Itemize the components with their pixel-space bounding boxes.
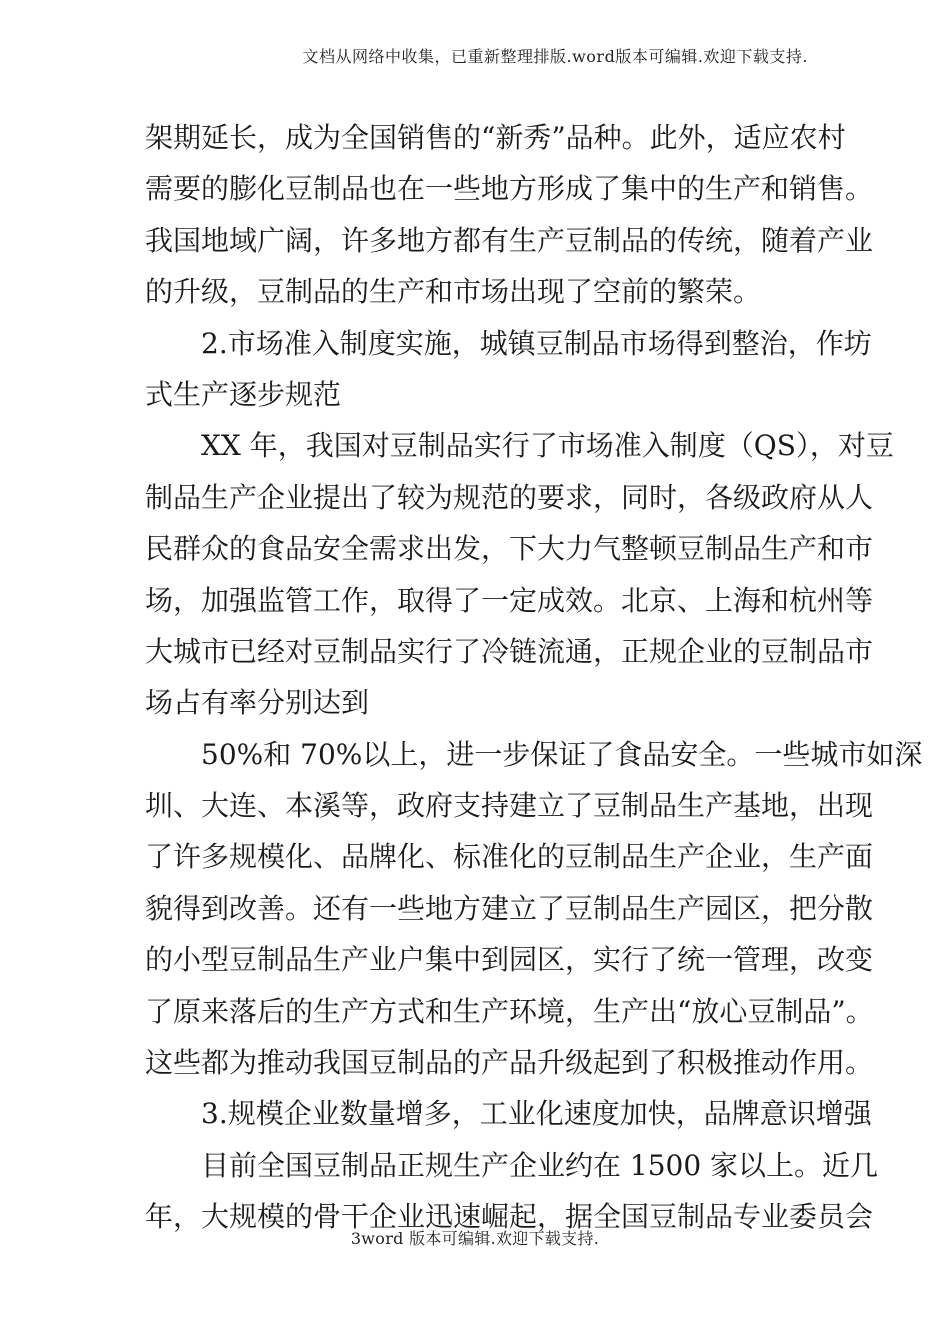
text-line-1: 架期延长，成为全国销售的“新秀”品种。此外，适应农村 <box>145 121 846 154</box>
section-heading-2-line-2: 式生产逐步规范 <box>145 377 342 411</box>
text-line-7: XX 年，我国对豆制品实行了市场准入制度（QS），对豆 <box>201 429 894 463</box>
text-line-15: 了许多规模化、品牌化、标准化的豆制品生产企业，生产面 <box>145 840 874 874</box>
text-line-17: 的小型豆制品生产业户集中到园区，实行了统一管理，改变 <box>145 943 874 977</box>
text-line-12: 场占有率分别达到 <box>145 686 370 720</box>
text-line-11: 大城市已经对豆制品实行了冷链流通，正规企业的豆制品市 <box>145 634 874 668</box>
page-header: 文档从网络中收集，已重新整理排版.word版本可编辑.欢迎下载支持. <box>302 47 808 66</box>
section-heading-2-line-1: 2.市场准入制度实施，城镇豆制品市场得到整治，作坊 <box>201 326 872 360</box>
text-line-14: 圳、大连、本溪等，政府支持建立了豆制品生产基地，出现 <box>145 789 874 823</box>
text-line-10: 场，加强监管工作，取得了一定成效。北京、上海和杭州等 <box>145 583 874 617</box>
text-line-18: 了原来落后的生产方式和生产环境，生产出“放心豆制品”。 <box>145 994 874 1028</box>
text-line-2: 需要的膨化豆制品也在一些地方形成了集中的生产和销售。 <box>145 172 874 206</box>
text-line-13: 50%和 70%以上，进一步保证了食品安全。一些城市如深 <box>201 737 923 771</box>
document-body <box>145 112 923 1243</box>
text-line-8: 制品生产企业提出了较为规范的要求，同时，各级政府从人 <box>145 480 874 514</box>
text-line-16: 貌得到改善。还有一些地方建立了豆制品生产园区，把分散 <box>145 891 874 925</box>
text-line-3: 我国地域广阔，许多地方都有生产豆制品的传统，随着产业 <box>145 223 874 257</box>
text-line-9: 民群众的食品安全需求出发，下大力气整顿豆制品生产和市 <box>145 532 874 566</box>
section-heading-3: 3.规模企业数量增多，工业化速度加快，品牌意识增强 <box>201 1097 872 1131</box>
text-line-22: 年，大规模的骨干企业迅速崛起，据全国豆制品专业委员会 <box>145 1200 874 1234</box>
text-line-21: 目前全国豆制品正规生产企业约在 1500 家以上。近几 <box>201 1148 879 1182</box>
page-footer: 3word 版本可编辑.欢迎下载支持. <box>350 1229 600 1248</box>
text-line-19: 这些都为推动我国豆制品的产品升级起到了积极推动作用。 <box>145 1046 874 1080</box>
text-line-4: 的升级，豆制品的生产和市场出现了空前的繁荣。 <box>145 275 762 309</box>
